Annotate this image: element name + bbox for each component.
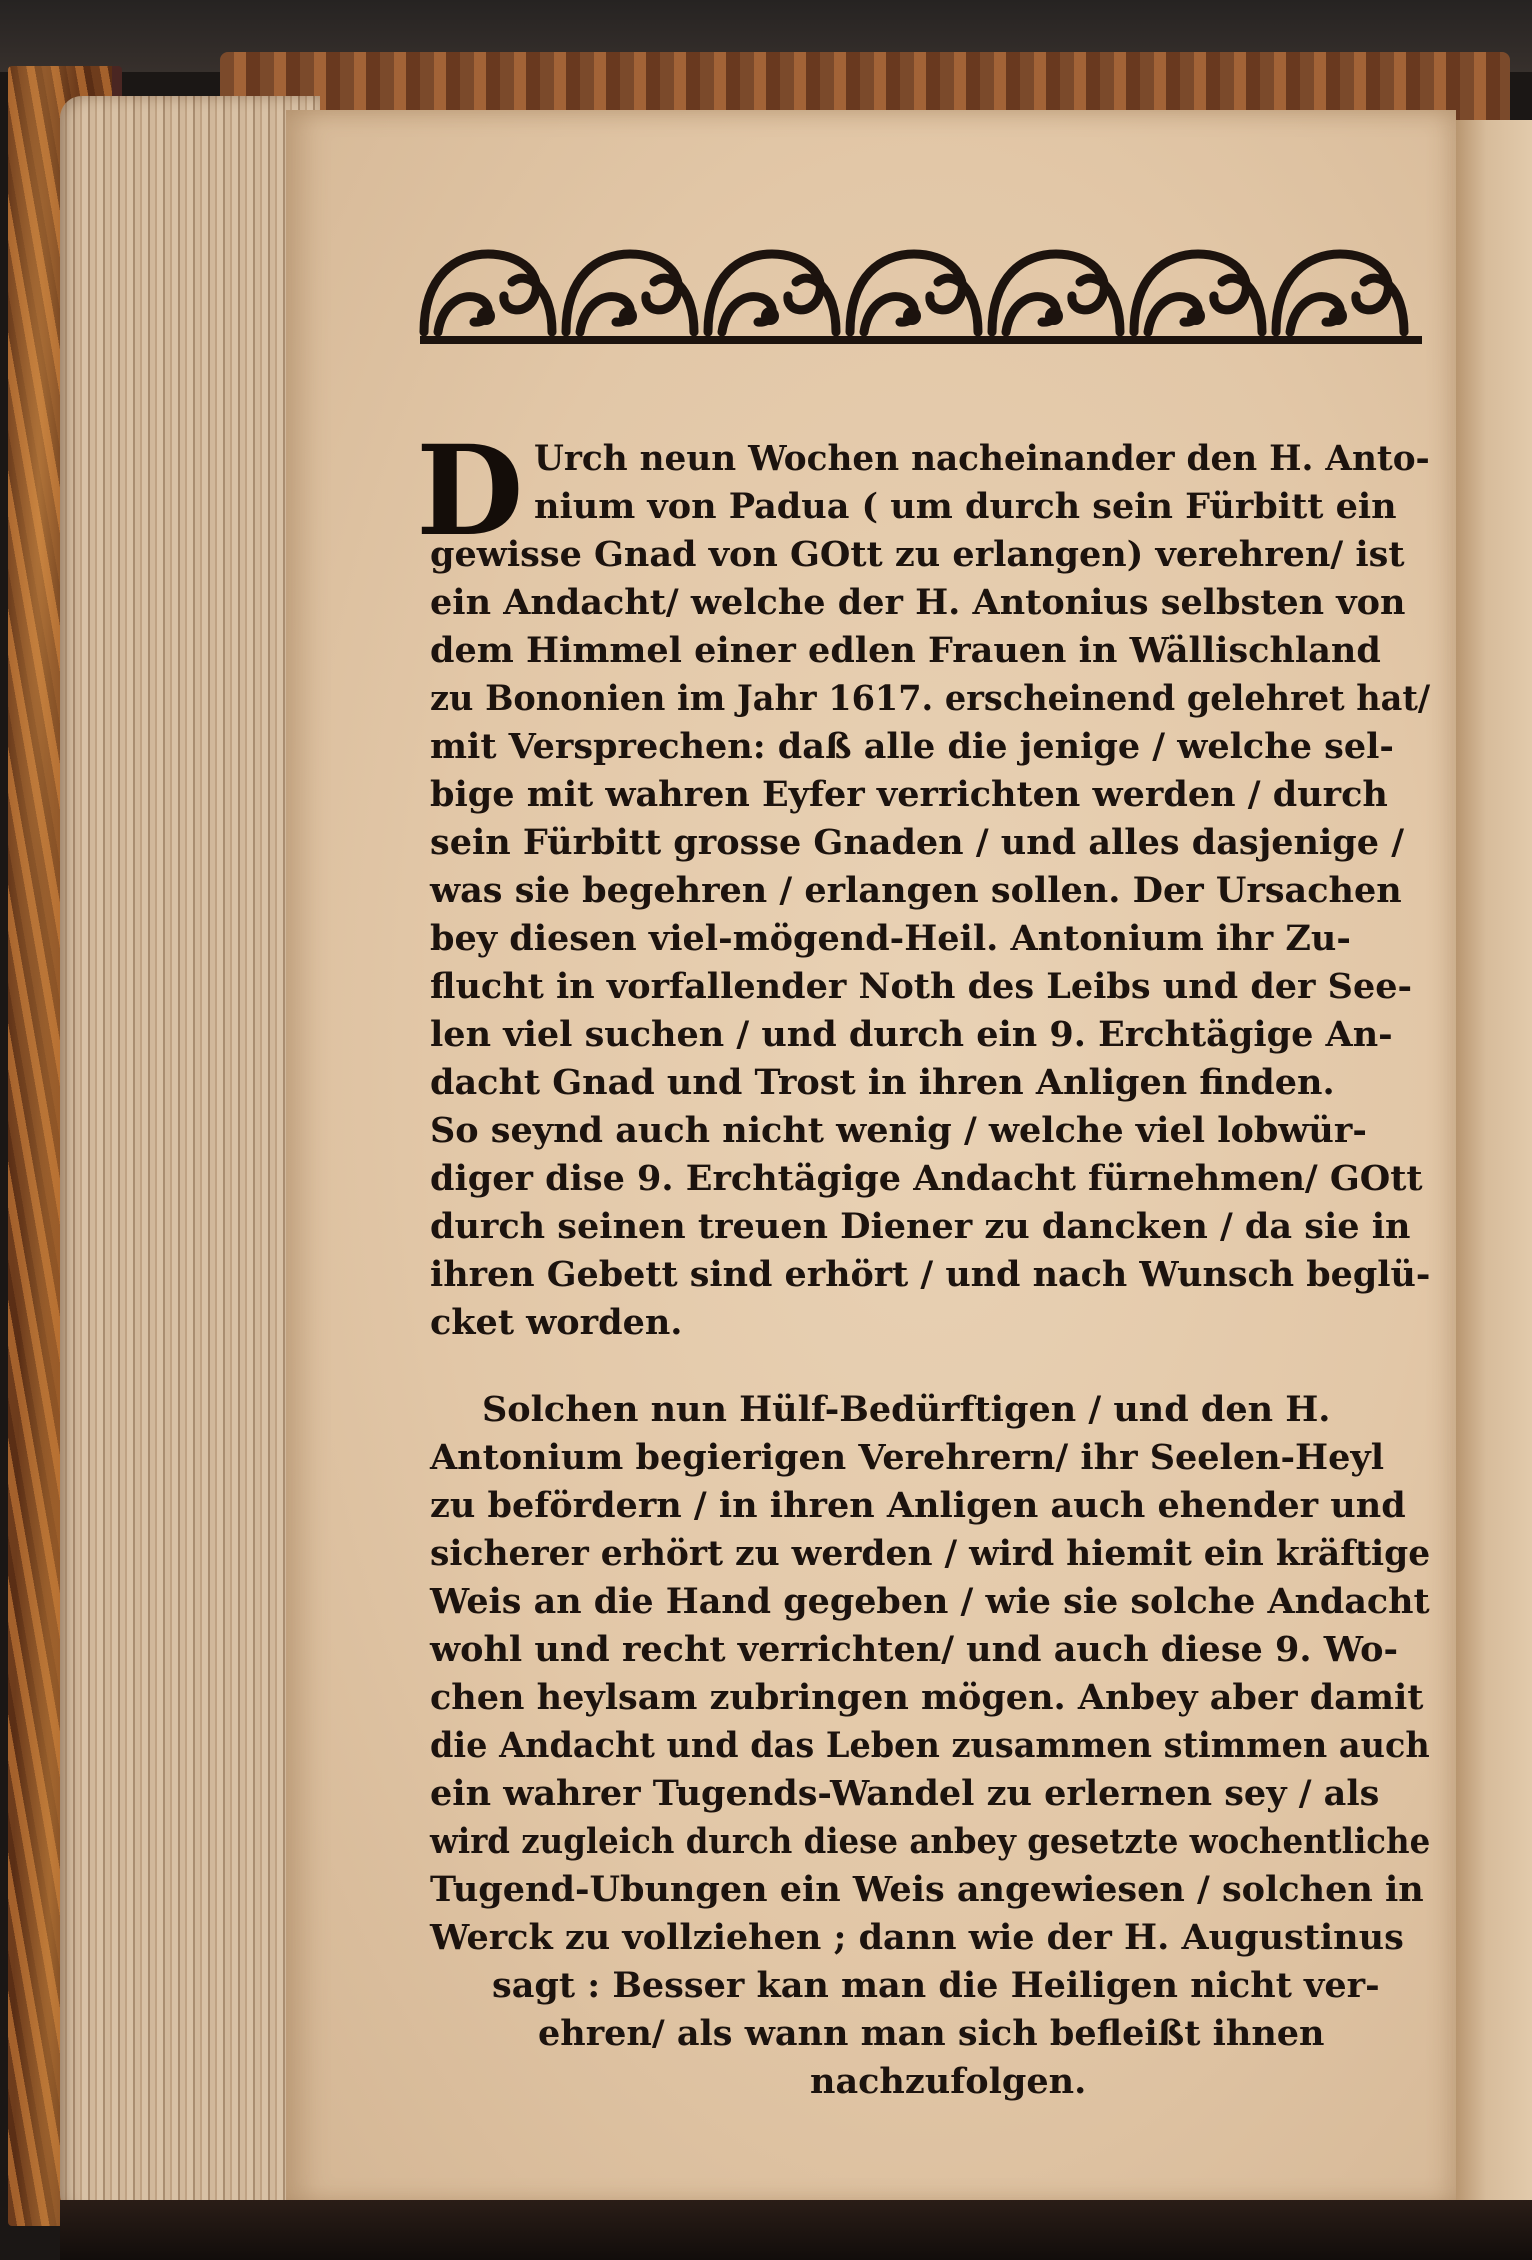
text-line: Tugend-Ubungen ein Weis angewiesen / solchen in [430, 1869, 1424, 1910]
text-line: Antonium begierigen Verehrern/ ihr Seelen-Heyl [430, 1437, 1385, 1478]
text-line: wohl und recht verrichten/ und auch diese 9. Wo- [430, 1629, 1399, 1670]
drop-cap: D [416, 419, 524, 564]
text-line: was sie begehren / erlangen sollen. Der Ursachen [430, 870, 1402, 911]
text-line: zu Bononien im Jahr 1617. erscheinend gelehret hat/ [430, 678, 1431, 719]
text-line: wird zugleich durch diese anbey gesetzte wochentliche [430, 1821, 1431, 1862]
text-line: ihren Gebett sind erhört / und nach Wunsch beglü- [430, 1254, 1431, 1295]
text-line: ein wahrer Tugends-Wandel zu erlernen sey / als [430, 1773, 1380, 1814]
text-line: ein Andacht/ welche der H. Antonius selbsten von [430, 582, 1406, 623]
text-line: Solchen nun Hülf-Bedürftigen / und den H. [482, 1389, 1331, 1430]
text-line: dacht Gnad und Trost in ihren Anligen finden. [430, 1062, 1335, 1103]
text-line: sicherer erhört zu werden / wird hiemit ein kräftige [430, 1533, 1431, 1574]
text-line: len viel suchen / und durch ein 9. Erchtägige An- [430, 1014, 1393, 1055]
text-line: chen heylsam zubringen mögen. Anbey aber damit [430, 1677, 1424, 1718]
text-line: Werck zu vollziehen ; dann wie der H. Augustinus [430, 1917, 1404, 1958]
text-line: sagt : Besser kan man die Heiligen nicht ver- [492, 1965, 1380, 2006]
paragraph-1 [430, 434, 1431, 1343]
text-line: cket worden. [430, 1302, 683, 1343]
page-edges [60, 96, 320, 2216]
text-line: mit Versprechen: daß alle die jenige / welche sel- [430, 726, 1394, 767]
text-line: nachzufolgen. [810, 2061, 1087, 2102]
text-line: ehren/ als wann man sich befleißt ihnen [538, 2013, 1325, 2054]
text-line: Urch neun Wochen nacheinander den H. Anto- [534, 438, 1430, 479]
text-line: Weis an die Hand gegeben / wie sie solche Andacht [430, 1581, 1430, 1622]
text-line: durch seinen treuen Diener zu dancken / da sie in [430, 1206, 1411, 1247]
text-line: flucht in vorfallender Noth des Leibs und der See- [430, 966, 1413, 1007]
text-line: sein Fürbitt grosse Gnaden / und alles dasjenige / [430, 822, 1405, 863]
text-line: zu befördern / in ihren Anligen auch ehender und [430, 1485, 1406, 1526]
text-line: dem Himmel einer edlen Frauen in Wällischland [430, 630, 1381, 671]
text-line: die Andacht und das Leben zusammen stimmen auch [430, 1725, 1430, 1766]
text-line: gewisse Gnad von GOtt zu erlangen) verehren/ ist [430, 534, 1405, 575]
text-line: bey diesen viel-mögend-Heil. Antonium ihr Zu- [430, 918, 1351, 959]
text-line: bige mit wahren Eyfer verrichten werden / durch [430, 774, 1388, 815]
text-line: diger dise 9. Erchtägige Andacht fürnehmen/ GOtt [430, 1158, 1423, 1199]
facing-page-edge [1456, 120, 1532, 2230]
ornament-headpiece-icon [416, 246, 1426, 348]
text-line: nium von Padua ( um durch sein Fürbitt ein [534, 486, 1397, 527]
bottom-shadow [60, 2200, 1532, 2260]
paragraph-2 [430, 1385, 1430, 2125]
text-line: So seynd auch nicht wenig / welche viel lobwür- [430, 1110, 1367, 1151]
